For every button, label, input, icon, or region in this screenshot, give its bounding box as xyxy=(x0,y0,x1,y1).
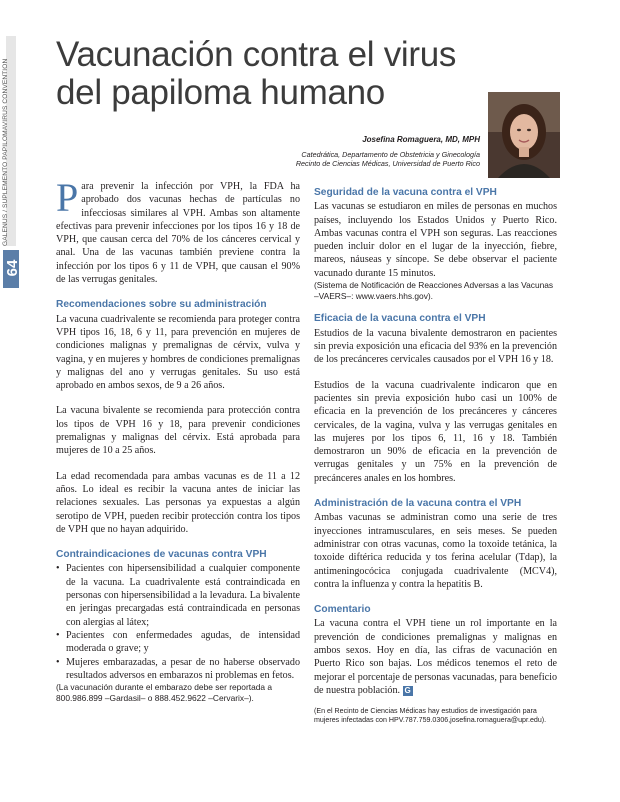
seg-paragraph: Las vacunas se estudiaron en miles de personas en muchos países, incluyendo los Estados Unidos y Puerto Rico. Ambas vacunas contra el VPH son seguras. Las reacciones pueden incluir dolor en el lugar de la inyección, fiebre, mareos, náuseas y síncope. Se debe observar el paciente vacunado durante 15 minutos. xyxy=(314,201,557,279)
author-affiliation-1: Catedrática, Departamento de Obstetricia y Ginecología xyxy=(301,150,480,159)
sidebar xyxy=(0,0,21,802)
list-item: • Pacientes con hipersensibilidad a cualquier componente de la vacuna. La cuadrivalente está contraindicada en personas con hipersensibilidad a la levadura. La bivalente en jeringas precargadas está contraindicada en personas con alergias al látex; xyxy=(64,562,300,628)
heading-comentario: Comentario xyxy=(314,604,371,616)
contraindications-list xyxy=(56,562,300,682)
author-photo xyxy=(488,92,560,178)
author-affiliation-2: Recinto de Ciencias Médicas, Universidad de Puerto Rico xyxy=(295,159,480,168)
heading-eficacia: Eficacia de la vacuna contra el VPH xyxy=(314,313,486,325)
page-number: 64 xyxy=(4,259,21,277)
author-name: Josefina Romaguera, MD, MPH xyxy=(362,135,480,144)
efi-paragraph-1: Estudios de la vacuna bivalente demostraron en pacientes sin previa exposición una eficacia del 93% en la prevención de los precánceres cervicales causados por el VPH 16 y 18. xyxy=(314,327,557,366)
contra-note: (La vacunación durante el embarazo debe ser reportada a 800.986.899 –Gardasil– o 888.452.9622 –Cervarix–). xyxy=(56,682,273,704)
rec-paragraph-2: La vacuna bivalente se recomienda para protección contra los tipos de VPH 16 y 18, para prevenir condiciones premalignas y malignas del cérvix. Está aprobada para mujeres de 10 a 25 años. xyxy=(56,405,300,457)
drop-cap: P xyxy=(56,175,79,220)
list-item: • Mujeres embarazadas, a pesar de no haberse observado resultados adversos en embarazos ni problemas en fetos. xyxy=(64,656,300,683)
end-mark-icon: G xyxy=(404,685,411,695)
list-item: • Pacientes con enfermedades agudas, de intensidad moderada o grave; y xyxy=(64,629,300,656)
efi-paragraph-2: Estudios de la vacuna cuadrivalente indicaron que en pacientes sin previa exposición hubo casi un 100% de eficacia en la prevención de los precánceres y cánceres cervicales, de la vagina, vulva y las verrugas genitales en las mujeres por los tipos 6, 11, 16 y 18. También demostraron un 90% de eficacia en la prevención de verrugas genitales y un 75% en la prevención de precánceres anales en los hombres. xyxy=(314,379,557,484)
heading-administracion: Administración de la vacuna contra el VPH xyxy=(314,498,522,510)
com-paragraph: La vacuna contra el VPH tiene un rol importante en la prevención de condiciones premalignas y malignas en ambos sexos. Hoy en día, las cifras de vacunación en Puerto Rico son bajas. Los médicos tenemos el reto de mejorar el porcentaje de personas vacunadas, para beneficio de nuestra población. G xyxy=(314,618,557,696)
author-block xyxy=(296,135,480,168)
article-title: Vacunación contra el virus del papiloma humano xyxy=(56,35,457,112)
intro-paragraph: Para prevenir la infección por VPH, la FDA ha aprobado dos vacunas hechas de partículas no infecciosas similares al VPH. Ambas son altamente efectivas para prevenir infecciones por los tipos 16 y 18 de VPH, que causan cerca del 70% de los cánceres cervical y anal. Una de las vacunas también previene contra la infección por los tipos 6 y 11 de VPH, que causan el 90% de las verrugas genitales. xyxy=(56,175,300,286)
heading-recomendaciones: Recomendaciones sobre su administración xyxy=(56,299,267,311)
heading-contraindicaciones: Contraindicaciones de vacunas contra VPH xyxy=(56,549,267,561)
right-column xyxy=(314,186,557,725)
adm-paragraph: Ambas vacunas se administran como una serie de tres inyecciones intramusculares, en seis meses. Se pueden administrar con otras vacunas, como la toxoide tetánica, la toxoide diftérica reducida y tos ferina acelular (Tdap), la antimeningocócica conjugada cuadrivalente (MCV4), contra la influenza y contra la hepatitis B. xyxy=(314,512,557,590)
left-column xyxy=(56,175,300,705)
seg-note: (Sistema de Notificación de Reacciones Adversas a las Vacunas –VAERS–: www.vaers.hhs.gov). xyxy=(314,280,554,302)
rec-paragraph-3: La edad recomendada para ambas vacunas es de 11 a 12 años. Lo ideal es recibir la vacuna antes de iniciar las relaciones sexuales. Las personas ya expuestas a algún serotipo de VPH, pueden recibir protección contra los tipos de VPH que no hayan adquirido. xyxy=(56,470,300,535)
footnote: (En el Recinto de Ciencias Médicas hay estudios de investigación para mujeres infectadas con HPV.787.759.0306,josefina.romaguera@upr.edu). xyxy=(314,707,547,725)
running-head: GALENUS / SUPLEMENTO PAPILOMAVIRUS CONVENTION xyxy=(2,58,9,246)
heading-seguridad: Seguridad de la vacuna contra el VPH xyxy=(314,187,497,198)
rec-paragraph-1: La vacuna cuadrivalente se recomienda para proteger contra VPH tipos 16, 18, 6 y 11, para prevención en mujeres de condiciones malignas y premalignas de cérvix, vulva y vagina, y en mujeres y hombres de condiciones premalignas y malignas del ano y verrugas genitales. Su uso está aprobado en ambos sexos, de 9 a 26 años. xyxy=(56,313,300,392)
